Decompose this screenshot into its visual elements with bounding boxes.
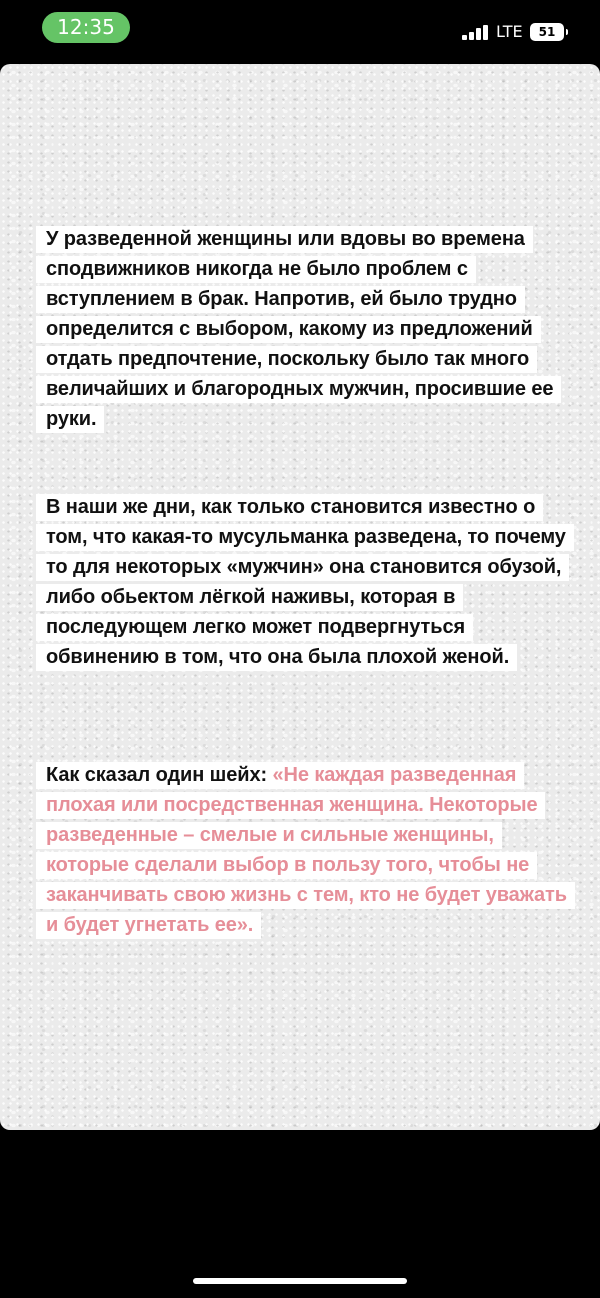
network-type-label: LTE [496,22,523,41]
paragraph-2-text: В наши же дни, как только становится известно о том, что какая-то мусульманка разведена, то почему то для некоторых «мужчин» она становится обузой, либо обьектом лёгкой наживы, которая в последующем легко может подвергнуться обвинению в том, что она была плохой женой. [36,494,574,671]
paragraph-3-lead: Как сказал один шейх: [46,764,273,786]
paragraph-1-text: У разведенной женщины или вдовы во времена сподвижников никогда не было проблем с вступлением в брак. Напротив, ей было трудно определится с выбором, какому из предложений отдать предпочтение, поскольку было так много величайших и благородных мужчин, просившие ее руки. [36,226,561,433]
story-card[interactable] [0,64,600,1130]
status-bar [0,0,600,62]
status-time[interactable]: 12:35 [42,12,130,43]
home-indicator[interactable] [193,1278,407,1284]
story-paragraph-3 [36,760,576,940]
story-paragraph-2 [36,492,576,672]
story-paragraph-1 [36,224,576,434]
cellular-signal-icon [462,24,490,40]
battery-icon: 51 [530,23,564,41]
paragraph-3-text [36,762,575,939]
sheikh-quote: «Не каждая разведенная плохая или посредственная женщина. Некоторые разведенные – смелые и сильные женщины, которые сделали выбор в пользу того, чтобы не заканчивать свою жизнь с тем, кто не будет уважать и будет угнетать ее». [46,764,567,936]
